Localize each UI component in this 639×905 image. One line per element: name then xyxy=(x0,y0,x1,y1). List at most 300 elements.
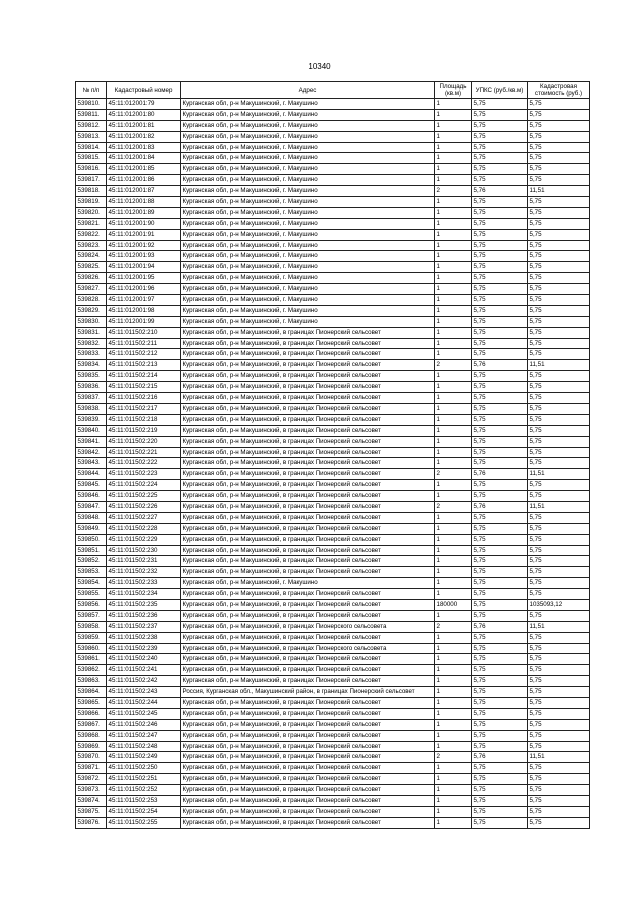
cell-upks: 5,75 xyxy=(472,567,528,578)
cell-address: Курганская обл, р-н Макушинский, в границах Пионерский сельсовет xyxy=(181,360,435,371)
cell-address: Курганская обл, р-н Макушинский, в границах Пионерский сельсовет xyxy=(181,512,435,523)
table-row xyxy=(76,327,590,338)
cell-cadastral-number: 45:11:012001:94 xyxy=(107,262,181,273)
table-row xyxy=(76,120,590,131)
cell-address: Курганская обл, р-н Макушинский, в границах Пионерский сельсовет xyxy=(181,491,435,502)
cell-upks: 5,75 xyxy=(472,763,528,774)
cell-upks: 5,75 xyxy=(472,273,528,284)
cell-row-number: 539811. xyxy=(76,109,107,120)
table-row xyxy=(76,153,590,164)
cell-cadastral-number: 45:11:011502:235 xyxy=(107,599,181,610)
cell-upks: 5,76 xyxy=(472,621,528,632)
cell-row-number: 539846. xyxy=(76,491,107,502)
cell-cadastral-number: 45:11:011502:231 xyxy=(107,556,181,567)
cell-upks: 5,75 xyxy=(472,197,528,208)
cell-cadastral-value: 5,75 xyxy=(528,382,590,393)
cell-area: 1 xyxy=(435,610,472,621)
cell-cadastral-number: 45:11:011502:225 xyxy=(107,491,181,502)
cell-area: 2 xyxy=(435,752,472,763)
cell-cadastral-value: 5,75 xyxy=(528,534,590,545)
cell-address: Курганская обл, р-н Макушинский, г. Макушино xyxy=(181,197,435,208)
table-row xyxy=(76,556,590,567)
table-row xyxy=(76,197,590,208)
cell-row-number: 539820. xyxy=(76,207,107,218)
cell-cadastral-number: 45:11:011502:252 xyxy=(107,785,181,796)
cell-area: 1 xyxy=(435,491,472,502)
table-row xyxy=(76,414,590,425)
header-area: Площадь (кв.м) xyxy=(435,82,472,99)
cell-cadastral-number: 45:11:011502:216 xyxy=(107,393,181,404)
cell-cadastral-number: 45:11:011502:214 xyxy=(107,371,181,382)
cell-address: Курганская обл, р-н Макушинский, в границах Пионерский сельсовет xyxy=(181,371,435,382)
cell-area: 1 xyxy=(435,556,472,567)
cell-address: Курганская обл, р-н Макушинский, в границах Пионерский сельсовет xyxy=(181,817,435,828)
cell-row-number: 539844. xyxy=(76,469,107,480)
table-row xyxy=(76,360,590,371)
cell-row-number: 539840. xyxy=(76,425,107,436)
cell-cadastral-number: 45:11:011502:238 xyxy=(107,632,181,643)
cell-address: Курганская обл, р-н Макушинский, в границах Пионерский сельсовет xyxy=(181,763,435,774)
cell-row-number: 539858. xyxy=(76,621,107,632)
cell-area: 1 xyxy=(435,578,472,589)
cell-upks: 5,75 xyxy=(472,393,528,404)
cell-address: Курганская обл, р-н Макушинский, г. Макушино xyxy=(181,578,435,589)
cell-upks: 5,75 xyxy=(472,534,528,545)
cell-upks: 5,75 xyxy=(472,99,528,110)
table-row xyxy=(76,109,590,120)
cell-row-number: 539816. xyxy=(76,164,107,175)
cell-cadastral-value: 5,75 xyxy=(528,164,590,175)
cell-upks: 5,75 xyxy=(472,687,528,698)
cell-upks: 5,75 xyxy=(472,665,528,676)
table-row xyxy=(76,610,590,621)
table-row xyxy=(76,240,590,251)
cell-upks: 5,75 xyxy=(472,796,528,807)
table-row xyxy=(76,512,590,523)
cell-cadastral-value: 5,75 xyxy=(528,142,590,153)
table-row xyxy=(76,567,590,578)
table-row xyxy=(76,643,590,654)
cell-cadastral-value: 5,75 xyxy=(528,491,590,502)
cell-address: Курганская обл, р-н Макушинский, г. Макушино xyxy=(181,273,435,284)
cell-row-number: 539822. xyxy=(76,229,107,240)
cell-upks: 5,75 xyxy=(472,403,528,414)
cell-area: 1 xyxy=(435,654,472,665)
header-row-number: № п/п xyxy=(76,82,107,99)
cell-cadastral-number: 45:11:012001:84 xyxy=(107,153,181,164)
cell-address: Курганская обл, р-н Макушинский, г. Макушино xyxy=(181,295,435,306)
table-row xyxy=(76,371,590,382)
cell-cadastral-value: 11,51 xyxy=(528,360,590,371)
cell-area: 2 xyxy=(435,501,472,512)
cell-cadastral-number: 45:11:011502:236 xyxy=(107,610,181,621)
cell-address: Курганская обл, р-н Макушинский, в границах Пионерский сельсовет xyxy=(181,610,435,621)
table-row xyxy=(76,589,590,600)
cell-area: 1 xyxy=(435,349,472,360)
table-row xyxy=(76,665,590,676)
cell-cadastral-value: 5,75 xyxy=(528,436,590,447)
cell-cadastral-number: 45:11:011502:251 xyxy=(107,774,181,785)
cell-cadastral-value: 11,51 xyxy=(528,469,590,480)
cell-address: Курганская обл, р-н Макушинский, в границах Пионерский сельсовет xyxy=(181,774,435,785)
cell-address: Курганская обл, р-н Макушинский, в границах Пионерский сельсовет xyxy=(181,458,435,469)
cell-row-number: 539823. xyxy=(76,240,107,251)
cell-address: Курганская обл, р-н Макушинский, в границах Пионерский сельсовет xyxy=(181,589,435,600)
cell-address: Курганская обл, р-н Макушинский, в границах Пионерский сельсовет xyxy=(181,719,435,730)
cell-area: 1 xyxy=(435,393,472,404)
cell-upks: 5,75 xyxy=(472,599,528,610)
cell-cadastral-number: 45:11:011502:247 xyxy=(107,730,181,741)
cell-cadastral-number: 45:11:012001:93 xyxy=(107,251,181,262)
table-row xyxy=(76,687,590,698)
cell-row-number: 539836. xyxy=(76,382,107,393)
cell-cadastral-value: 5,75 xyxy=(528,240,590,251)
cell-cadastral-number: 45:11:011502:240 xyxy=(107,654,181,665)
cell-row-number: 539845. xyxy=(76,480,107,491)
cell-address: Курганская обл, р-н Макушинский, г. Макушино xyxy=(181,142,435,153)
cell-address: Курганская обл, р-н Макушинский, в границах Пионерский сельсовет xyxy=(181,676,435,687)
cell-area: 1 xyxy=(435,741,472,752)
table-row xyxy=(76,480,590,491)
cell-row-number: 539814. xyxy=(76,142,107,153)
cell-upks: 5,75 xyxy=(472,708,528,719)
cell-row-number: 539854. xyxy=(76,578,107,589)
table-row xyxy=(76,229,590,240)
cell-cadastral-number: 45:11:012001:83 xyxy=(107,142,181,153)
cell-cadastral-value: 5,75 xyxy=(528,262,590,273)
cell-address: Курганская обл, р-н Макушинский, в границах Пионерский сельсовет xyxy=(181,697,435,708)
cell-upks: 5,75 xyxy=(472,425,528,436)
cell-cadastral-value: 5,75 xyxy=(528,708,590,719)
cell-area: 1 xyxy=(435,643,472,654)
cell-upks: 5,75 xyxy=(472,643,528,654)
cell-address: Курганская обл, р-н Макушинский, г. Макушино xyxy=(181,229,435,240)
cell-area: 1 xyxy=(435,763,472,774)
cell-address: Курганская обл, р-н Макушинский, в границах Пионерский сельсовет xyxy=(181,349,435,360)
cell-row-number: 539853. xyxy=(76,567,107,578)
table-row xyxy=(76,131,590,142)
cell-address: Курганская обл, р-н Макушинский, г. Макушино xyxy=(181,153,435,164)
cell-row-number: 539841. xyxy=(76,436,107,447)
cell-upks: 5,75 xyxy=(472,120,528,131)
cell-upks: 5,75 xyxy=(472,153,528,164)
cell-area: 1 xyxy=(435,719,472,730)
cell-cadastral-value: 5,75 xyxy=(528,425,590,436)
cell-row-number: 539862. xyxy=(76,665,107,676)
table-row xyxy=(76,534,590,545)
cell-address: Курганская обл, р-н Макушинский, в границах Пионерского сельсовета xyxy=(181,643,435,654)
cell-address: Курганская обл, р-н Макушинский, в границах Пионерский сельсовет xyxy=(181,382,435,393)
cell-cadastral-value: 5,75 xyxy=(528,393,590,404)
cell-row-number: 539861. xyxy=(76,654,107,665)
cell-address: Курганская обл, р-н Макушинский, в границах Пионерский сельсовет xyxy=(181,403,435,414)
cell-cadastral-number: 45:11:011502:227 xyxy=(107,512,181,523)
cell-cadastral-number: 45:11:011502:224 xyxy=(107,480,181,491)
cell-cadastral-value: 5,75 xyxy=(528,305,590,316)
cell-cadastral-number: 45:11:012001:80 xyxy=(107,109,181,120)
cell-address: Курганская обл, р-н Макушинский, г. Макушино xyxy=(181,186,435,197)
cell-cadastral-value: 5,75 xyxy=(528,774,590,785)
cell-area: 1 xyxy=(435,534,472,545)
cell-row-number: 539817. xyxy=(76,175,107,186)
cell-row-number: 539821. xyxy=(76,218,107,229)
cell-cadastral-value: 5,75 xyxy=(528,284,590,295)
cell-row-number: 539834. xyxy=(76,360,107,371)
cell-area: 1 xyxy=(435,817,472,828)
cell-row-number: 539813. xyxy=(76,131,107,142)
table-row xyxy=(76,806,590,817)
cell-cadastral-value: 5,75 xyxy=(528,556,590,567)
cell-address: Курганская обл, р-н Макушинский, в границах Пионерский сельсовет xyxy=(181,545,435,556)
table-row xyxy=(76,436,590,447)
table-row xyxy=(76,393,590,404)
cell-cadastral-number: 45:11:011502:243 xyxy=(107,687,181,698)
cell-upks: 5,75 xyxy=(472,676,528,687)
cell-upks: 5,76 xyxy=(472,186,528,197)
cell-address: Курганская обл, р-н Макушинский, в границах Пионерский сельсовет xyxy=(181,469,435,480)
cell-upks: 5,75 xyxy=(472,545,528,556)
cell-area: 1 xyxy=(435,806,472,817)
table-row xyxy=(76,218,590,229)
cell-row-number: 539867. xyxy=(76,719,107,730)
cell-area: 1 xyxy=(435,512,472,523)
cell-row-number: 539865. xyxy=(76,697,107,708)
cell-row-number: 539863. xyxy=(76,676,107,687)
cell-upks: 5,75 xyxy=(472,817,528,828)
cell-upks: 5,75 xyxy=(472,382,528,393)
cell-area: 1 xyxy=(435,676,472,687)
cell-area: 2 xyxy=(435,469,472,480)
page-number: 10340 xyxy=(308,62,331,71)
cell-address: Курганская обл, р-н Макушинский, в границах Пионерский сельсовет xyxy=(181,425,435,436)
cell-cadastral-value: 5,75 xyxy=(528,817,590,828)
table-row xyxy=(76,501,590,512)
cell-area: 1 xyxy=(435,436,472,447)
cell-address: Курганская обл, р-н Макушинский, в границах Пионерский сельсовет xyxy=(181,806,435,817)
cell-cadastral-number: 45:11:012001:90 xyxy=(107,218,181,229)
cell-address: Курганская обл, р-н Макушинский, в границах Пионерский сельсовет xyxy=(181,730,435,741)
cell-cadastral-number: 45:11:011502:244 xyxy=(107,697,181,708)
cell-upks: 5,75 xyxy=(472,175,528,186)
cell-cadastral-value: 5,75 xyxy=(528,610,590,621)
cell-row-number: 539843. xyxy=(76,458,107,469)
table-row xyxy=(76,382,590,393)
cell-area: 1 xyxy=(435,218,472,229)
cell-address: Курганская обл, р-н Макушинский, в границах Пионерского сельсовета xyxy=(181,621,435,632)
cell-row-number: 539815. xyxy=(76,153,107,164)
cell-address: Курганская обл, р-н Макушинский, в границах Пионерский сельсовет xyxy=(181,393,435,404)
cell-address: Курганская обл, р-н Макушинский, в границах Пионерский сельсовет xyxy=(181,447,435,458)
cell-upks: 5,75 xyxy=(472,632,528,643)
cell-cadastral-number: 45:11:012001:87 xyxy=(107,186,181,197)
cell-row-number: 539869. xyxy=(76,741,107,752)
cell-area: 1 xyxy=(435,338,472,349)
cell-area: 1 xyxy=(435,120,472,131)
cell-row-number: 539827. xyxy=(76,284,107,295)
cell-cadastral-value: 5,75 xyxy=(528,120,590,131)
table-row xyxy=(76,774,590,785)
table-row xyxy=(76,752,590,763)
table-row xyxy=(76,469,590,480)
cell-row-number: 539842. xyxy=(76,447,107,458)
cell-cadastral-number: 45:11:011502:212 xyxy=(107,349,181,360)
cell-row-number: 539818. xyxy=(76,186,107,197)
cell-cadastral-number: 45:11:012001:95 xyxy=(107,273,181,284)
cell-row-number: 539850. xyxy=(76,534,107,545)
cell-upks: 5,75 xyxy=(472,436,528,447)
table-row xyxy=(76,796,590,807)
cell-area: 1 xyxy=(435,567,472,578)
cell-address: Курганская обл, р-н Макушинский, г. Макушино xyxy=(181,131,435,142)
cell-cadastral-number: 45:11:011502:226 xyxy=(107,501,181,512)
cell-row-number: 539832. xyxy=(76,338,107,349)
cell-address: Курганская обл, р-н Макушинский, г. Макушино xyxy=(181,262,435,273)
cell-row-number: 539871. xyxy=(76,763,107,774)
table-row xyxy=(76,295,590,306)
cell-cadastral-value: 5,75 xyxy=(528,480,590,491)
cell-area: 1 xyxy=(435,425,472,436)
table-row xyxy=(76,338,590,349)
cell-area: 1 xyxy=(435,327,472,338)
cell-upks: 5,75 xyxy=(472,741,528,752)
cell-address: Курганская обл, р-н Макушинский, в границах Пионерский сельсовет xyxy=(181,665,435,676)
cell-cadastral-value: 5,75 xyxy=(528,796,590,807)
cell-area: 1 xyxy=(435,142,472,153)
cell-upks: 5,76 xyxy=(472,501,528,512)
cell-cadastral-value: 5,75 xyxy=(528,273,590,284)
cell-cadastral-number: 45:11:012001:81 xyxy=(107,120,181,131)
cell-cadastral-number: 45:11:011502:249 xyxy=(107,752,181,763)
cell-cadastral-number: 45:11:011502:211 xyxy=(107,338,181,349)
cell-upks: 5,75 xyxy=(472,371,528,382)
table-row xyxy=(76,719,590,730)
cell-address: Курганская обл, р-н Макушинский, г. Макушино xyxy=(181,316,435,327)
cadastral-table xyxy=(75,81,590,829)
cell-row-number: 539864. xyxy=(76,687,107,698)
cell-area: 1 xyxy=(435,785,472,796)
cell-upks: 5,75 xyxy=(472,589,528,600)
cell-cadastral-number: 45:11:011502:223 xyxy=(107,469,181,480)
cell-cadastral-value: 5,75 xyxy=(528,229,590,240)
cell-row-number: 539812. xyxy=(76,120,107,131)
table-header-row xyxy=(76,82,590,99)
cell-address: Курганская обл, р-н Макушинский, г. Макушино xyxy=(181,99,435,110)
cell-cadastral-number: 45:11:012001:88 xyxy=(107,197,181,208)
cell-address: Курганская обл, р-н Макушинский, г. Макушино xyxy=(181,120,435,131)
cell-area: 2 xyxy=(435,360,472,371)
cell-cadastral-value: 5,75 xyxy=(528,338,590,349)
cell-address: Курганская обл, р-н Макушинский, в границах Пионерский сельсовет xyxy=(181,338,435,349)
cell-cadastral-number: 45:11:011502:248 xyxy=(107,741,181,752)
cell-upks: 5,75 xyxy=(472,327,528,338)
cell-upks: 5,75 xyxy=(472,131,528,142)
cell-upks: 5,75 xyxy=(472,218,528,229)
cell-cadastral-value: 5,75 xyxy=(528,295,590,306)
cell-row-number: 539847. xyxy=(76,501,107,512)
cell-cadastral-number: 45:11:011502:241 xyxy=(107,665,181,676)
table-row xyxy=(76,186,590,197)
cell-cadastral-number: 45:11:011502:242 xyxy=(107,676,181,687)
cell-cadastral-number: 45:11:012001:97 xyxy=(107,295,181,306)
cell-cadastral-value: 11,51 xyxy=(528,186,590,197)
cell-area: 1 xyxy=(435,197,472,208)
table-row xyxy=(76,316,590,327)
cell-cadastral-number: 45:11:011502:218 xyxy=(107,414,181,425)
cell-cadastral-value: 5,75 xyxy=(528,109,590,120)
cell-upks: 5,75 xyxy=(472,316,528,327)
cell-cadastral-number: 45:11:011502:239 xyxy=(107,643,181,654)
cell-area: 2 xyxy=(435,621,472,632)
cell-address: Курганская обл, р-н Макушинский, в границах Пионерский сельсовет xyxy=(181,436,435,447)
cell-area: 1 xyxy=(435,687,472,698)
cell-upks: 5,75 xyxy=(472,654,528,665)
cell-cadastral-value: 5,75 xyxy=(528,371,590,382)
cell-address: Курганская обл, р-н Макушинский, г. Макушино xyxy=(181,251,435,262)
cell-cadastral-value: 5,75 xyxy=(528,697,590,708)
cell-row-number: 539860. xyxy=(76,643,107,654)
header-cadastral-value: Кадастровая стоимость (руб.) xyxy=(528,82,590,99)
cell-cadastral-value: 5,75 xyxy=(528,545,590,556)
cell-cadastral-number: 45:11:011502:219 xyxy=(107,425,181,436)
cell-cadastral-value: 5,75 xyxy=(528,153,590,164)
table-row xyxy=(76,403,590,414)
table-row xyxy=(76,447,590,458)
cell-address: Курганская обл, р-н Макушинский, г. Макушино xyxy=(181,207,435,218)
cell-upks: 5,75 xyxy=(472,251,528,262)
table-row xyxy=(76,99,590,110)
cell-cadastral-number: 45:11:012001:92 xyxy=(107,240,181,251)
cell-row-number: 539838. xyxy=(76,403,107,414)
cell-row-number: 539851. xyxy=(76,545,107,556)
cell-upks: 5,75 xyxy=(472,806,528,817)
table-row xyxy=(76,207,590,218)
cell-cadastral-number: 45:11:011502:237 xyxy=(107,621,181,632)
cell-row-number: 539825. xyxy=(76,262,107,273)
cell-cadastral-value: 5,75 xyxy=(528,719,590,730)
cell-cadastral-value: 5,75 xyxy=(528,567,590,578)
cell-cadastral-number: 45:11:011502:229 xyxy=(107,534,181,545)
cell-address: Курганская обл, р-н Макушинский, в границах Пионерский сельсовет xyxy=(181,785,435,796)
cell-row-number: 539819. xyxy=(76,197,107,208)
cell-cadastral-value: 5,75 xyxy=(528,687,590,698)
cell-area: 1 xyxy=(435,632,472,643)
table-row xyxy=(76,763,590,774)
cell-cadastral-value: 5,75 xyxy=(528,207,590,218)
cell-address: Курганская обл, р-н Макушинский, в границах Пионерский сельсовет xyxy=(181,414,435,425)
cell-row-number: 539876. xyxy=(76,817,107,828)
cell-cadastral-value: 5,75 xyxy=(528,99,590,110)
cell-cadastral-number: 45:11:011502:254 xyxy=(107,806,181,817)
cell-upks: 5,75 xyxy=(472,338,528,349)
table-body xyxy=(76,99,590,829)
cell-area: 1 xyxy=(435,730,472,741)
cell-area: 1 xyxy=(435,382,472,393)
cell-area: 1 xyxy=(435,371,472,382)
cell-row-number: 539839. xyxy=(76,414,107,425)
cell-cadastral-number: 45:11:011502:246 xyxy=(107,719,181,730)
cell-address: Курганская обл, р-н Макушинский, г. Макушино xyxy=(181,284,435,295)
cell-row-number: 539833. xyxy=(76,349,107,360)
cell-cadastral-value: 5,75 xyxy=(528,665,590,676)
cell-area: 1 xyxy=(435,414,472,425)
cell-area: 1 xyxy=(435,305,472,316)
table-row xyxy=(76,523,590,534)
cell-address: Курганская обл, р-н Макушинский, г. Макушино xyxy=(181,240,435,251)
cell-cadastral-value: 5,75 xyxy=(528,197,590,208)
table-row xyxy=(76,676,590,687)
cell-cadastral-number: 45:11:012001:86 xyxy=(107,175,181,186)
cell-address: Курганская обл, р-н Макушинский, в границах Пионерский сельсовет xyxy=(181,599,435,610)
